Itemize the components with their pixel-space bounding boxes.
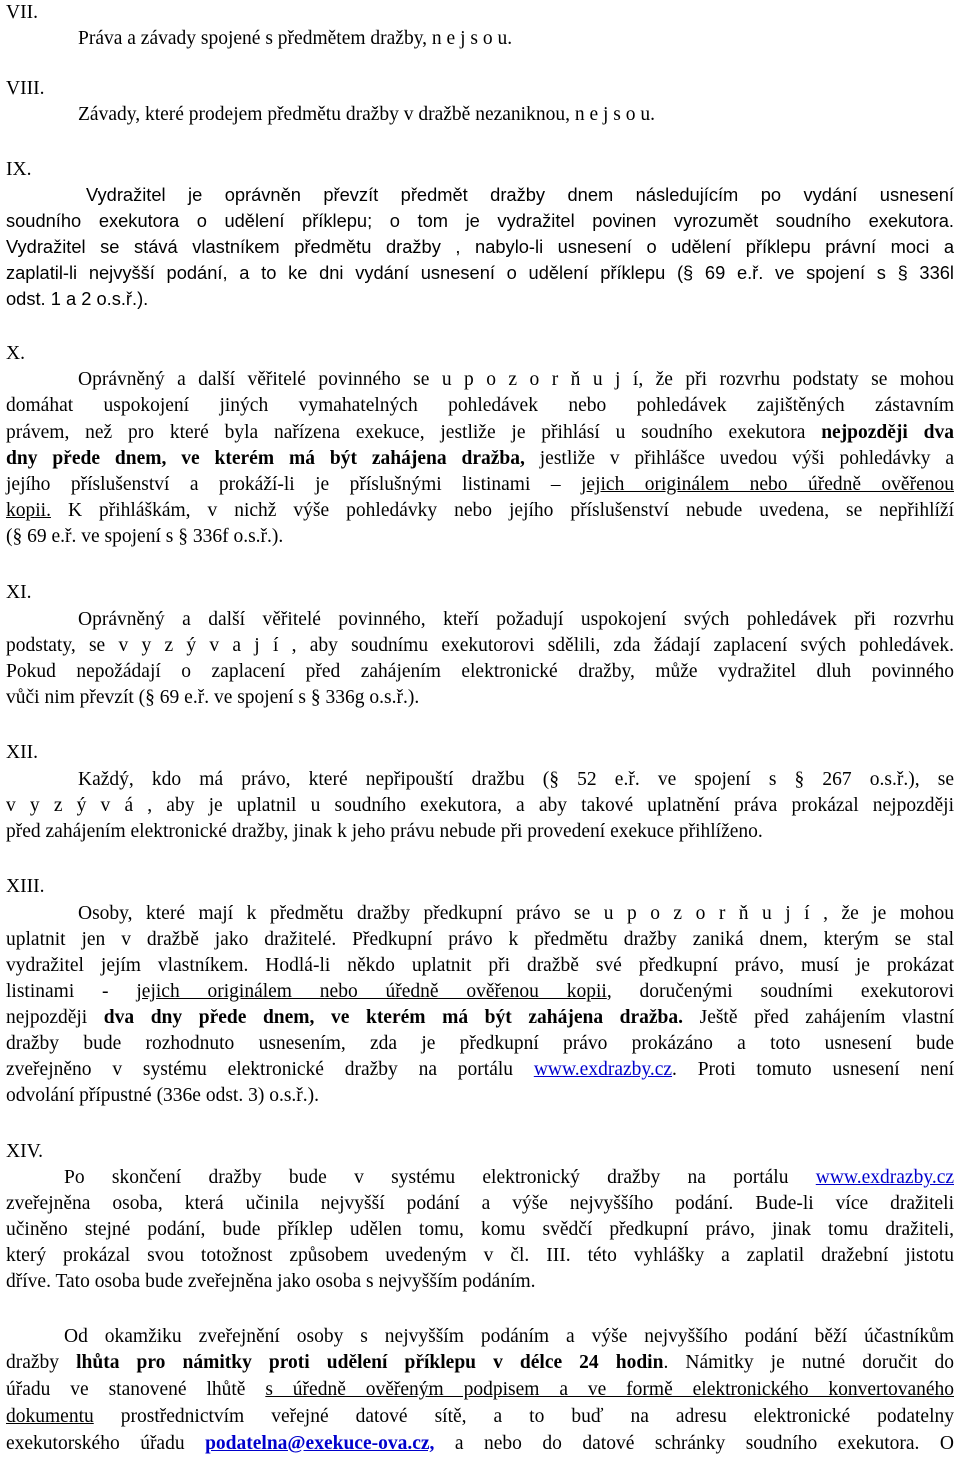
section-10-line-5: jejího příslušenství a prokáží-li je příslušnými listinami – jejich originálem nebo úředně ověřenou <box>6 474 954 495</box>
section-13-line-8: odvolání přípustné (336e odst. 3) o.s.ř.). <box>6 1085 320 1106</box>
exdrazby-link-2[interactable]: www.exdrazby.cz <box>815 1167 954 1188</box>
section-8-numeral: VIII. <box>6 78 45 99</box>
section-11-numeral: XI. <box>6 582 32 603</box>
section-9-line-1: Vydražitel je oprávněn převzít předmět dražby dnem následujícím po vydání usnesení <box>86 184 954 205</box>
closing-line-4: dokumentu prostřednictvím veřejné datové sítě, a to buď na adresu elektronické podatelny <box>6 1406 954 1427</box>
section-14-line-1: Po skončení dražby bude v systému elektronický dražby na portálu www.exdrazby.cz <box>64 1167 954 1188</box>
section-13-line-7: zveřejněno v systému elektronické dražby na portálu www.exdrazby.cz. Proti tomuto usnesení není <box>6 1059 954 1080</box>
section-13-line-2: uplatnit jen v dražbě jako dražitelé. Předkupní právo k předmětu dražby zaniká dnem, kterým se stal <box>6 929 954 950</box>
section-14-line-2: zveřejněna osoba, která učinila nejvyšší podání a výše nejvyššího podání. Bude-li více dražiteli <box>6 1193 954 1214</box>
section-9-line-5: odst. 1 a 2 o.s.ř.). <box>6 288 149 309</box>
section-10-line-4: dny přede dnem, ve kterém má být zahájena dražba, jestliže v přihlášce uvedou výši pohledávky a <box>6 448 955 469</box>
closing-line-1: Od okamžiku zveřejnění osoby s nejvyšším podáním a výše nejvyššího podání běží účastníkům <box>64 1326 954 1347</box>
section-14-line-3: učiněno stejné podání, bude příklep udělen tomu, komu svědčí předkupní právo, jinak tomu dražiteli, <box>6 1219 954 1240</box>
section-13-line-6: dražby bude rozhodnuto usnesením, zda je předkupní právo prokázáno a toto usnesení bude <box>6 1033 954 1054</box>
section-11-line-1: Oprávněný a další věřitelé povinného, kteří požadují uspokojení svých pohledávek při rozvrhu <box>78 609 954 630</box>
section-9-line-2: soudního exekutora o udělení příklepu; o tom je vydražitel povinen vyrozumět soudního exekutora. <box>6 210 954 231</box>
section-14-line-4: který prokázal svou totožnost způsobem uvedeným v čl. III. této vyhlášky a zaplatil dražební jistotu <box>6 1245 954 1266</box>
section-7-numeral: VII. <box>6 2 38 23</box>
section-10-line-7: (§ 69 e.ř. ve spojení s § 336f o.s.ř.). <box>6 526 284 547</box>
section-13-line-1: Osoby, které mají k předmětu dražby předkupní právo se u p o z o r ň u j í , že je mohou <box>78 903 954 924</box>
section-10-numeral: X. <box>6 343 25 364</box>
section-11-line-3: Pokud nepožádají o zaplacení před zahájením elektronické dražby, může vydražitel dluh povinného <box>6 661 954 682</box>
section-13-line-3: vydražitel jejím vlastníkem. Hodlá-li někdo uplatnit při dražbě své předkupní právo, musí je prokázat <box>6 955 954 976</box>
closing-line-2: dražby lhůta pro námitky proti udělení příklepu v délce 24 hodin. Námitky je nutné doručit do <box>6 1352 954 1373</box>
section-11-line-2: podstaty, se v y z ý v a j í , aby soudnímu exekutorovi sdělili, zda žádají zaplacení svých pohledávek. <box>6 635 954 656</box>
section-10-line-2: domáhat uspokojení jiných vymahatelných pohledávek nebo pohledávek zajištěných zástavním <box>6 395 954 416</box>
section-14-numeral: XIV. <box>6 1141 44 1162</box>
section-12-line-2: v y z ý v á , aby je uplatnil u soudního exekutora, a aby takové uplatnění práva prokázal nejpozději <box>6 795 954 816</box>
section-12-line-1: Každý, kdo má právo, které nepřipouští dražbu (§ 52 e.ř. ve spojení s § 267 o.s.ř.), se <box>78 769 954 790</box>
section-10-line-6: kopii. K přihláškám, v nichž výše pohledávky nebo jejího příslušenství nebude uvedena, se nepřihlíží <box>6 500 954 521</box>
section-8-text: Závady, které prodejem předmětu dražby v dražbě nezaniknou, n e j s o u. <box>78 104 656 125</box>
section-13-line-5: nejpozději dva dny přede dnem, ve kterém má být zahájena dražba. Ještě před zahájením vlastní <box>6 1007 954 1028</box>
exdrazby-link[interactable]: www.exdrazby.cz <box>533 1059 673 1080</box>
closing-line-5: exekutorského úřadu podatelna@exekuce-ova.cz, a nebo do datové schránky soudního exekutora. O <box>6 1433 954 1454</box>
closing-line-3: úřadu ve stanovené lhůtě s úředně ověřeným podpisem a ve formě elektronického konvertovaného <box>6 1379 954 1400</box>
podatelna-email-link[interactable]: podatelna@exekuce-ova.cz, <box>205 1433 435 1454</box>
section-9-line-3: Vydražitel se stává vlastníkem předmětu dražby , nabylo-li usnesení o udělení příklepu právní moci a <box>6 236 954 257</box>
section-10-line-1: Oprávněný a další věřitelé povinného se u p o z o r ň u j í, že při rozvrhu podstaty se mohou <box>78 369 954 390</box>
section-13-numeral: XIII. <box>6 876 45 897</box>
section-14-line-5: dříve. Tato osoba bude zveřejněna jako osoba s nejvyšším podáním. <box>6 1271 536 1292</box>
section-7-text: Práva a závady spojené s předmětem dražby, n e j s o u. <box>78 28 513 49</box>
section-9-line-4: zaplatil-li nejvyšší podání, a to ke dni vydání usnesení o udělení příklepu (§ 69 e.ř. ve spojení s § 336l <box>6 262 954 283</box>
section-12-numeral: XII. <box>6 742 38 763</box>
section-9-numeral: IX. <box>6 159 32 180</box>
section-10-line-3: právem, než pro které byla nařízena exekuce, jestliže je přihlásí u soudního exekutora nejpozději dva <box>6 422 954 443</box>
section-12-line-3: před zahájením elektronické dražby, jinak k jeho právu nebude při provedení exekuce přihlíženo. <box>6 821 763 842</box>
section-11-line-4: vůči nim převzít (§ 69 e.ř. ve spojení s § 336g o.s.ř.). <box>6 687 420 708</box>
section-13-line-4: listinami - jejich originálem nebo úředně ověřenou kopii, doručenými soudními exekutorovi <box>6 981 955 1002</box>
